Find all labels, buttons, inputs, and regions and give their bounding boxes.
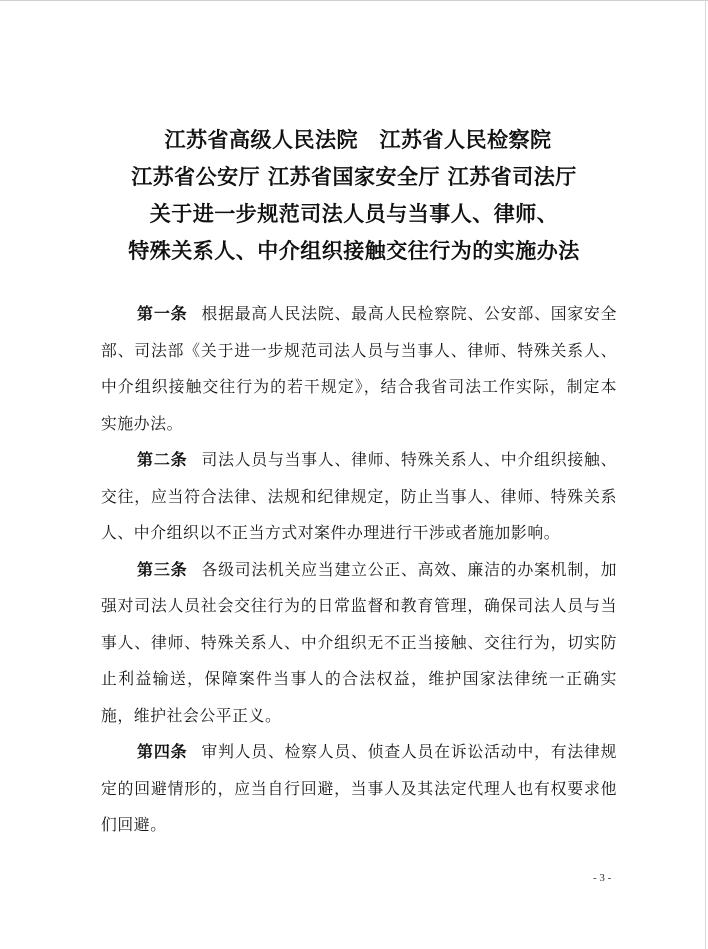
page-number: - 3 - [593, 872, 612, 884]
document-title [0, 122, 708, 270]
article-4-text: 审判人员、检察人员、侦查人员在诉讼活动中，有法律规定的回避情形的，应当自行回避，当事人及其法定代理人也有权要求他们回避。 [101, 742, 617, 834]
article-1-text: 根据最高人民法院、最高人民检察院、公安部、国家安全部、司法部《关于进一步规范司法人员与当事人、律师、特殊关系人、中介组织接触交往行为的若干规定》，结合我省司法工作实际，制定本实施办法。 [101, 304, 617, 433]
title-line-4: 特殊关系人、中介组织接触交往行为的实施办法 [128, 239, 580, 263]
article-3-text: 各级司法机关应当建立公正、高效、廉洁的办案机制，加强对司法人员社会交往行为的日常监督和教育管理，确保司法人员与当事人、律师、特殊关系人、中介组织无不正当接触、交往行为，切实防止利益输送，保障案件当事人的合法权益，维护国家法律统一正确实施，维护社会公平正义。 [101, 559, 617, 725]
document-body [101, 296, 617, 844]
article-2 [101, 442, 617, 552]
article-2-text: 司法人员与当事人、律师、特殊关系人、中介组织接触、交往，应当符合法律、法规和纪律规定，防止当事人、律师、特殊关系人、中介组织以不正当方式对案件办理进行干涉或者施加影响。 [101, 450, 617, 542]
article-4 [101, 734, 617, 844]
title-line-3: 关于进一步规范司法人员与当事人、律师、 [149, 202, 559, 226]
article-2-label: 第二条 [137, 450, 188, 469]
title-line-2: 江苏省公安厅 江苏省国家安全厅 江苏省司法厅 [131, 165, 577, 189]
article-3-label: 第三条 [137, 559, 188, 579]
title-line-1: 江苏省高级人民法院 江苏省人民检察院 [164, 128, 552, 152]
article-4-label: 第四条 [137, 742, 188, 761]
article-1 [101, 296, 617, 442]
article-1-label: 第一条 [137, 304, 188, 323]
article-3 [101, 552, 617, 735]
scan-edge-top [0, 0, 708, 1]
